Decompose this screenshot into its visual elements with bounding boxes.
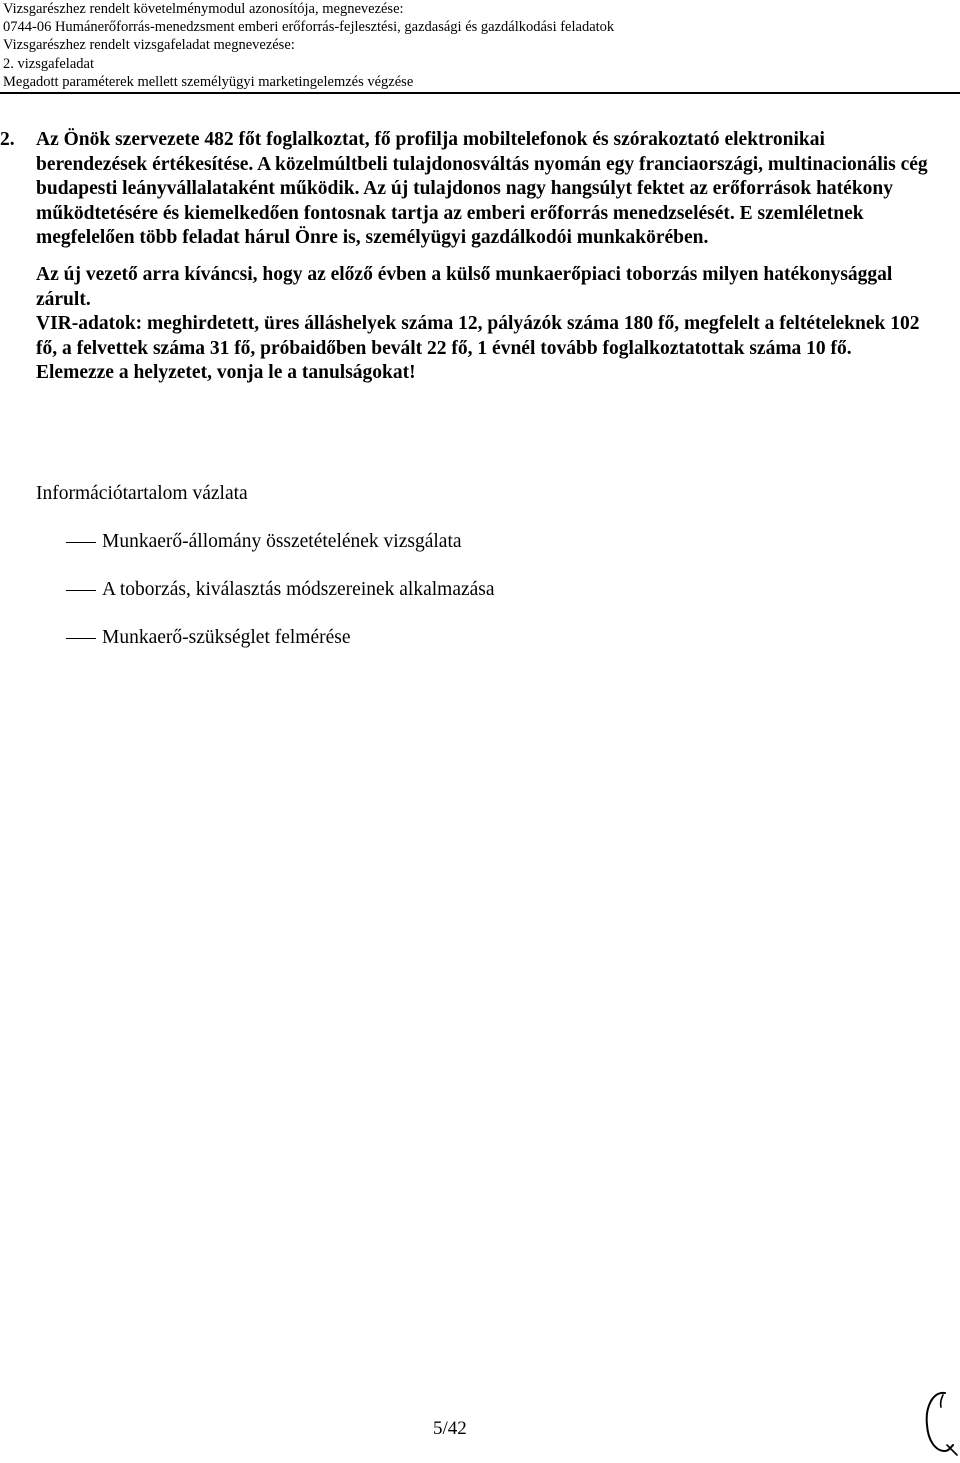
- dash-bullet-icon: [66, 590, 96, 591]
- task-number: 2.: [0, 129, 15, 150]
- list-item-label: A toborzás, kiválasztás módszereinek alkalmazása: [102, 579, 495, 600]
- header-line-task-number: 2. vizsgafeladat: [3, 55, 94, 72]
- info-outline: [36, 482, 916, 648]
- dash-bullet-icon: [66, 638, 96, 639]
- info-outline-title: Információtartalom vázlata: [36, 483, 248, 504]
- task-section: [0, 128, 930, 386]
- list-item-label: Munkaerő-szükséglet felmérése: [102, 627, 351, 648]
- document-header: [3, 0, 953, 91]
- task-paragraph-data: VIR-adatok: meghirdetett, üres álláshelyek száma 12, pályázók száma 180 fő, megfelelt a feltételeknek 102 fő, a felvettek száma 31 fő, próbaidőben bevált 22 fő, 1 évnél tovább foglalkoztatottak száma 10 fő. Elemezze a helyzetet, vonja le a tanulságokat!: [36, 313, 920, 384]
- task-paragraph-question: Az új vezető arra kíváncsi, hogy az előző évben a külső munkaerőpiaci toborzás milyen hatékonysággal zárult.: [36, 263, 893, 310]
- header-line-module-label: Vizsgarészhez rendelt követelménymodul azonosítója, megnevezése:: [3, 1, 404, 17]
- page-number: 5/42: [433, 1418, 467, 1439]
- header-line-module-name: 0744-06 Humánerőforrás-menedzsment emberi erőforrás-fejlesztési, gazdasági és gazdálkodási feladatok: [3, 19, 615, 36]
- header-divider: [0, 92, 960, 94]
- header-line-task-label: Vizsgarészhez rendelt vizsgafeladat megnevezése:: [3, 37, 295, 54]
- dash-bullet-icon: [66, 542, 96, 543]
- list-item-label: Munkaerő-állomány összetételének vizsgálata: [102, 531, 462, 552]
- task-body: [36, 128, 930, 386]
- task-paragraph-context: Az Önök szervezete 482 főt foglalkoztat, fő profilja mobiltelefonok és szórakoztató elektronikai berendezések értékesítése. A közelmúltbeli tulajdonosváltás nyomán egy franciaországi, multinacionális cég budapesti leányvállalataként működik. Az új tulajdonos nagy hangsúlyt fektet az erőforrások hatékony működtetésére és kiemelkedően fontosnak tartja az emberi erőforrás menedzselését. E szemléletnek megfelelően több feladat hárul Önre is, személyügyi gazdálkodói munkakörében.: [36, 129, 928, 249]
- header-line-task-name: Megadott paraméterek mellett személyügyi marketingelemzés végzése: [3, 73, 414, 90]
- handwritten-signature: [915, 1385, 960, 1460]
